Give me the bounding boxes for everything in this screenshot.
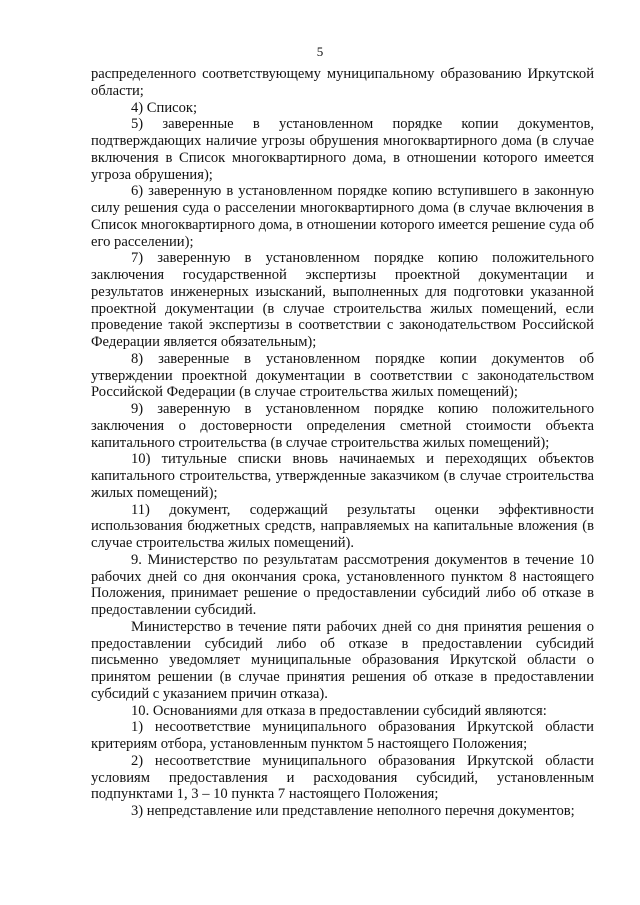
- list-item-7: 7) заверенную в установленном порядке копию положительного заключения государственной экспертизы проектной документации и результатов инженерных изысканий, выполненных для подготовки указанной проектной документации (в случае строительства жилых помещений, если проведение такой экспертизы в соответствии с законодательством Российской Федерации является обязательным);: [91, 250, 594, 350]
- clause-9-notification: Министерство в течение пяти рабочих дней со дня принятия решения о предоставлении субсидий либо об отказе в предоставлении субсидий письменно уведомляет муниципальные образования Иркутской области о принятом решении (в случае принятия решения об отказе в предоставлении субсидий с указанием причин отказа).: [91, 618, 594, 702]
- list-item-8: 8) заверенные в установленном порядке копии документов об утверждении проектной документации в соответствии с законодательством Российской Федерации (в случае строительства жилых помещений);: [91, 350, 594, 401]
- list-item-6: 6) заверенную в установленном порядке копию вступившего в законную силу решения суда о расселении многоквартирного дома (в случае включения в Список многоквартирного дома, в отношении которого имеется решение суда об его расселении);: [91, 183, 594, 250]
- refusal-ground-3: 3) непредставление или представление неполного перечня документов;: [131, 803, 575, 819]
- clause-10: 10. Основаниями для отказа в предоставлении субсидий являются:: [131, 702, 547, 719]
- refusal-ground-2: 2) несоответствие муниципального образования Иркутской области условиям предоставления и расходования субсидий, установленным подпунктами 1, 3 – 10 пункта 7 настоящего Положения;: [91, 752, 594, 803]
- list-item-11: 11) документ, содержащий результаты оценки эффективности использования бюджетных средств, направляемых на капитальные вложения (в случае строительства жилых помещений).: [91, 501, 594, 551]
- refusal-ground-1: 1) несоответствие муниципального образования Иркутской области критериям отбора, установленным пунктом 5 настоящего Положения;: [91, 719, 594, 752]
- list-item-5: 5) заверенные в установленном порядке копии документов, подтверждающих наличие угрозы обрушения многоквартирного дома (в случае включения в Список многоквартирного дома, в отношении которого имеется угроза обрушения);: [91, 116, 594, 183]
- paragraph-continuation: распределенного соответствующему муниципальному образованию Иркутской области;: [91, 66, 594, 99]
- list-item-10: 10) титульные списки вновь начинаемых и переходящих объектов капитального строительства, утвержденные заказчиком (в случае строительства жилых помещений);: [91, 451, 594, 501]
- list-item-4: 4) Список;: [131, 99, 198, 116]
- list-item-9: 9) заверенную в установленном порядке копию положительного заключения о достоверности определения сметной стоимости объекта капитального строительства (в случае строительства жилых помещений);: [91, 401, 594, 451]
- clause-9: 9. Министерство по результатам рассмотрения документов в течение 10 рабочих дней со дня окончания срока, установленного пунктом 8 настоящего Положения, принимает решение о предоставлении субсидий либо об отказе в предоставлении субсидий.: [91, 551, 594, 618]
- page-number: 5: [316, 44, 324, 59]
- document-body: [91, 66, 594, 820]
